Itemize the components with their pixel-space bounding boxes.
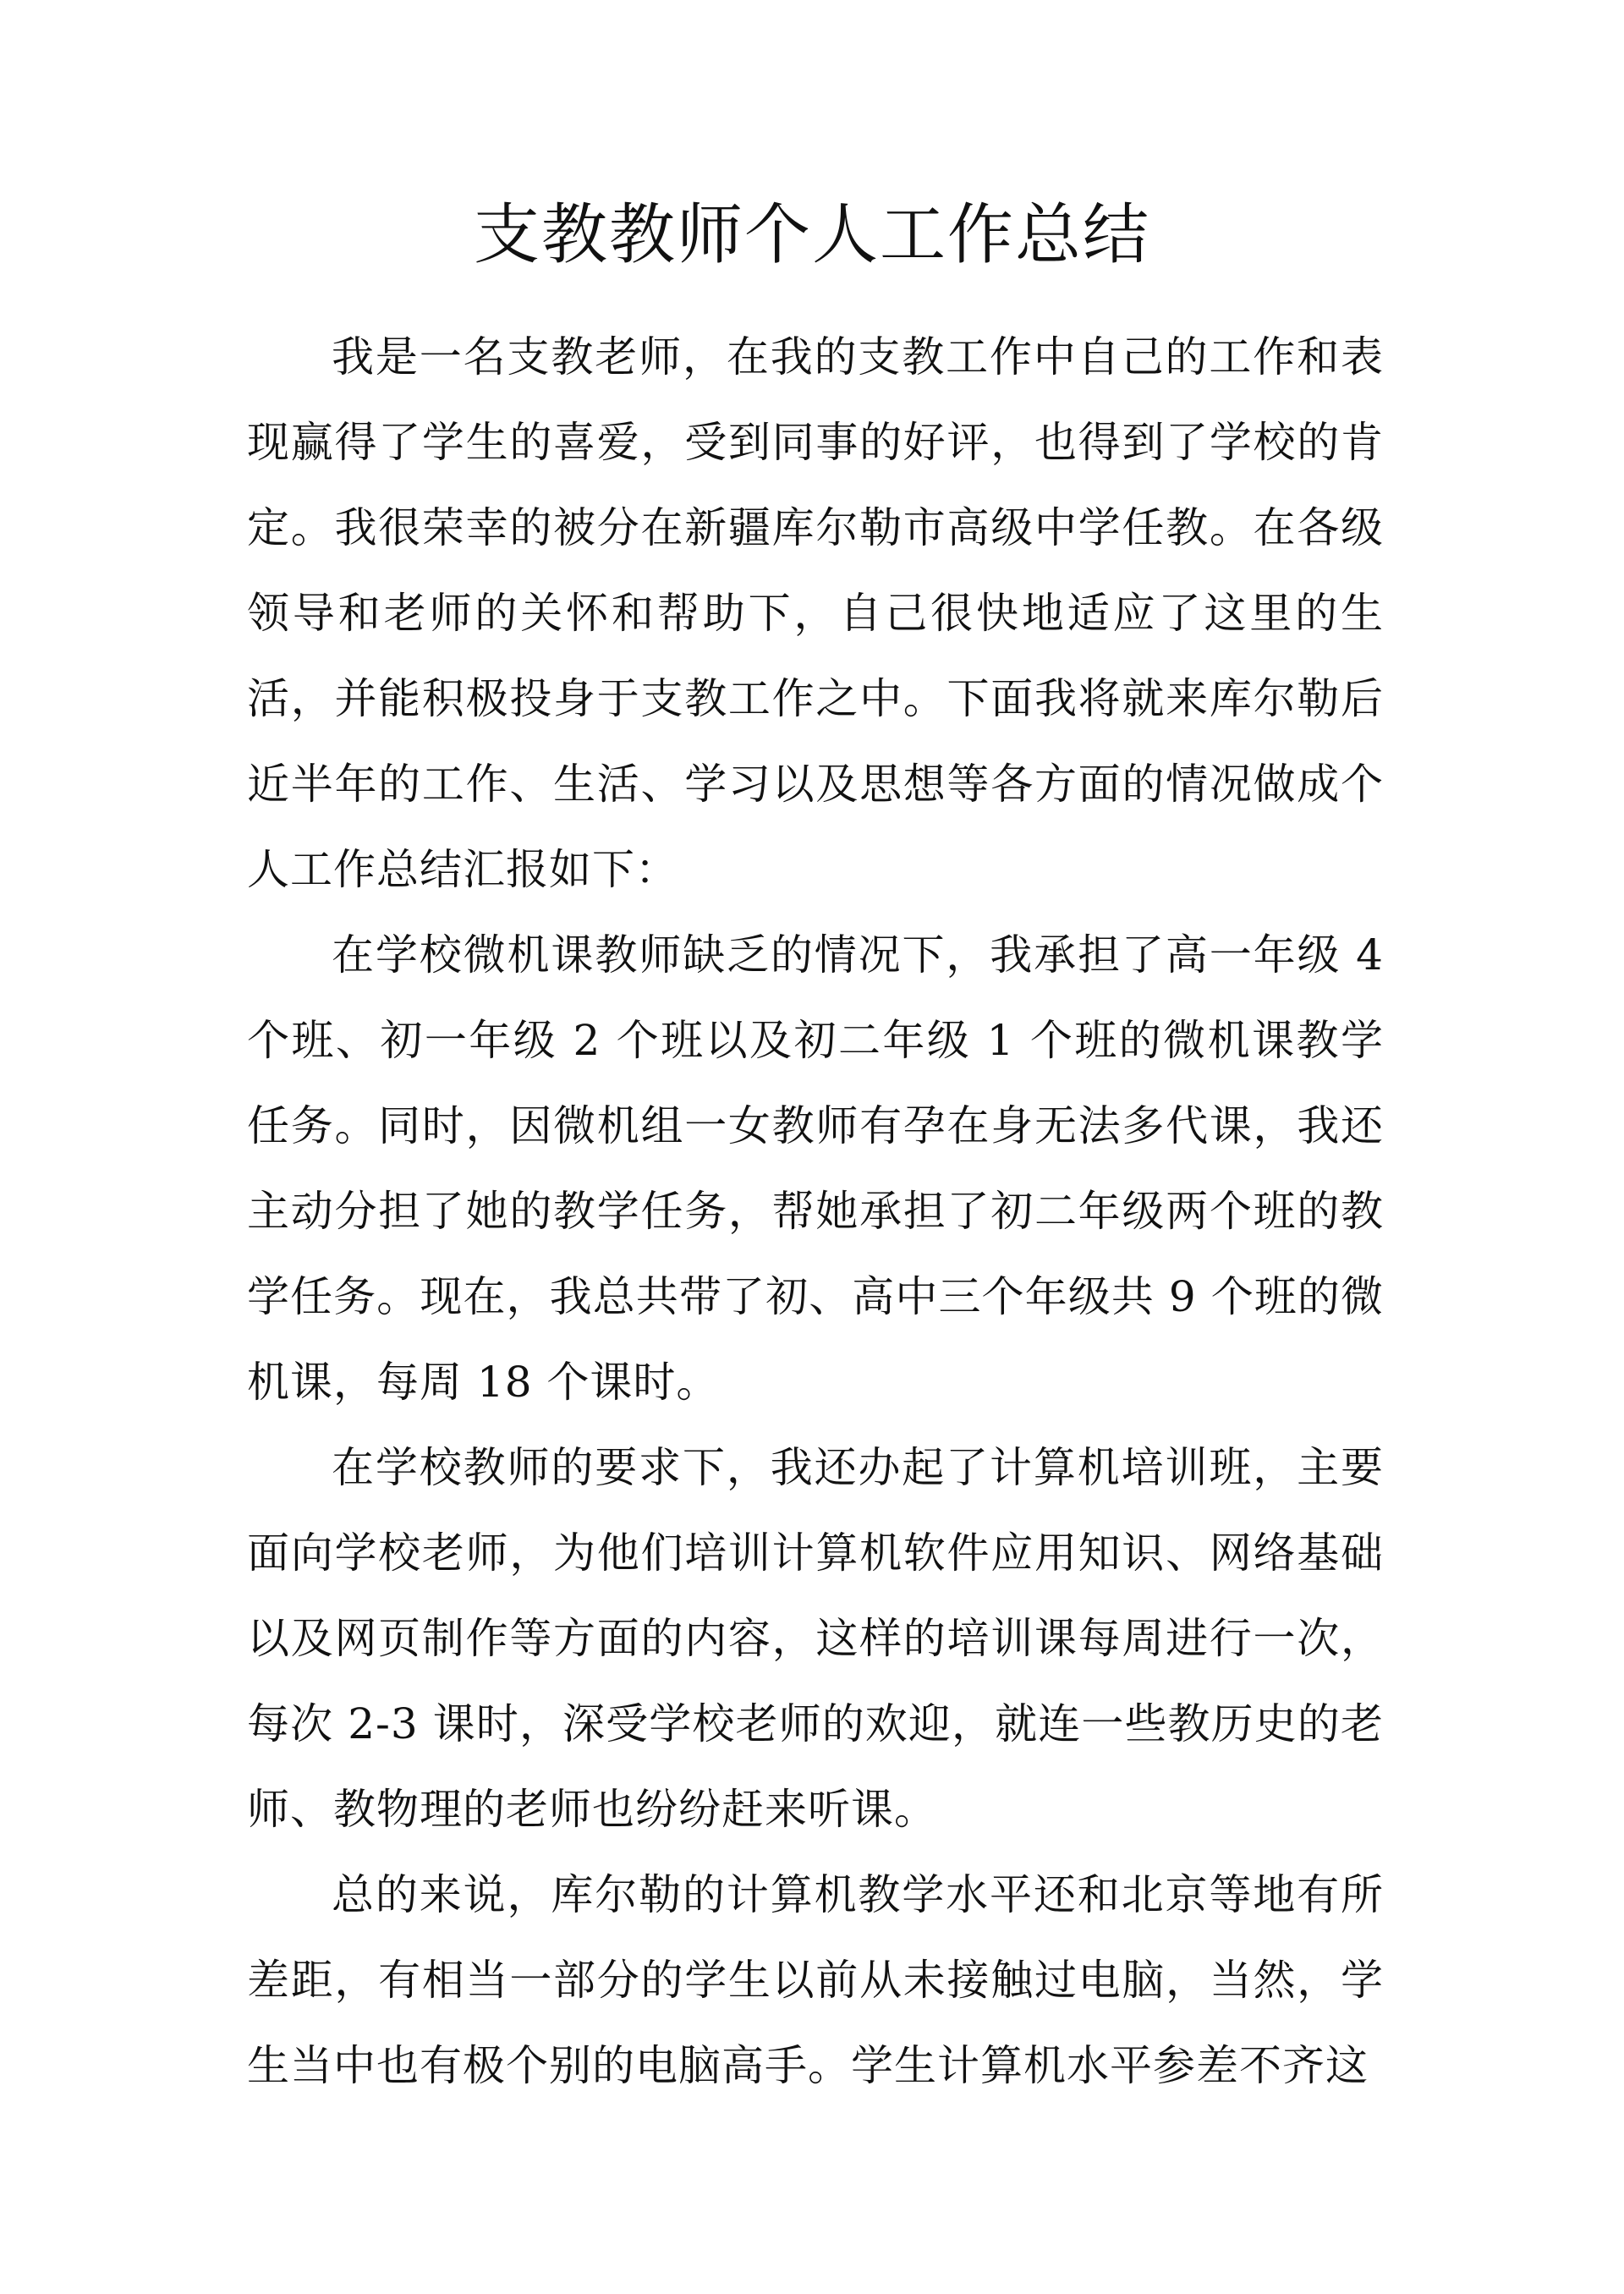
paragraph: 我是一名支教老师，在我的支教工作中自己的工作和表现赢得了学生的喜爱，受到同事的好评，也得到了学校的肯定。我很荣幸的被分在新疆库尔勒市高级中学任教。在各级领导和老师的关怀和帮助下，自己很快地适应了这里的生活，并能积极投身于支教工作之中。下面我将就来库尔勒后近半年的工作、生活、学习以及思想等各方面的情况做成个人工作总结汇报如下： xyxy=(247,332,1384,894)
document-title: 支教教师个人工作总结 xyxy=(473,197,1150,273)
paragraph: 在学校教师的要求下，我还办起了计算机培训班，主要面向学校老师，为他们培训计算机软件应用知识、网络基础以及网页制作等方面的内容，这样的培训课每周进行一次，每次 2-3 课时，深受学校老师的欢迎，就连一些教历史的老师、教物理的老师也纷纷赶来听课。 xyxy=(247,1443,1384,1834)
paragraph: 在学校微机课教师缺乏的情况下，我承担了高一年级 4 个班、初一年级 2 个班以及初二年级 1 个班的微机课教学任务。同时，因微机组一女教师有孕在身无法多代课，我还主动分担了她的教学任务，帮她承担了初二年级两个班的教学任务。现在，我总共带了初、高中三个年级共 9 个班的微机课，每周 18 个课时。 xyxy=(247,930,1384,1407)
paragraph: 总的来说，库尔勒的计算机教学水平还和北京等地有所差距，有相当一部分的学生以前从未接触过电脑，当然，学生当中也有极个别的电脑高手。学生计算机水平参差不齐这 xyxy=(247,1870,1384,2090)
document-body xyxy=(247,315,1384,2109)
